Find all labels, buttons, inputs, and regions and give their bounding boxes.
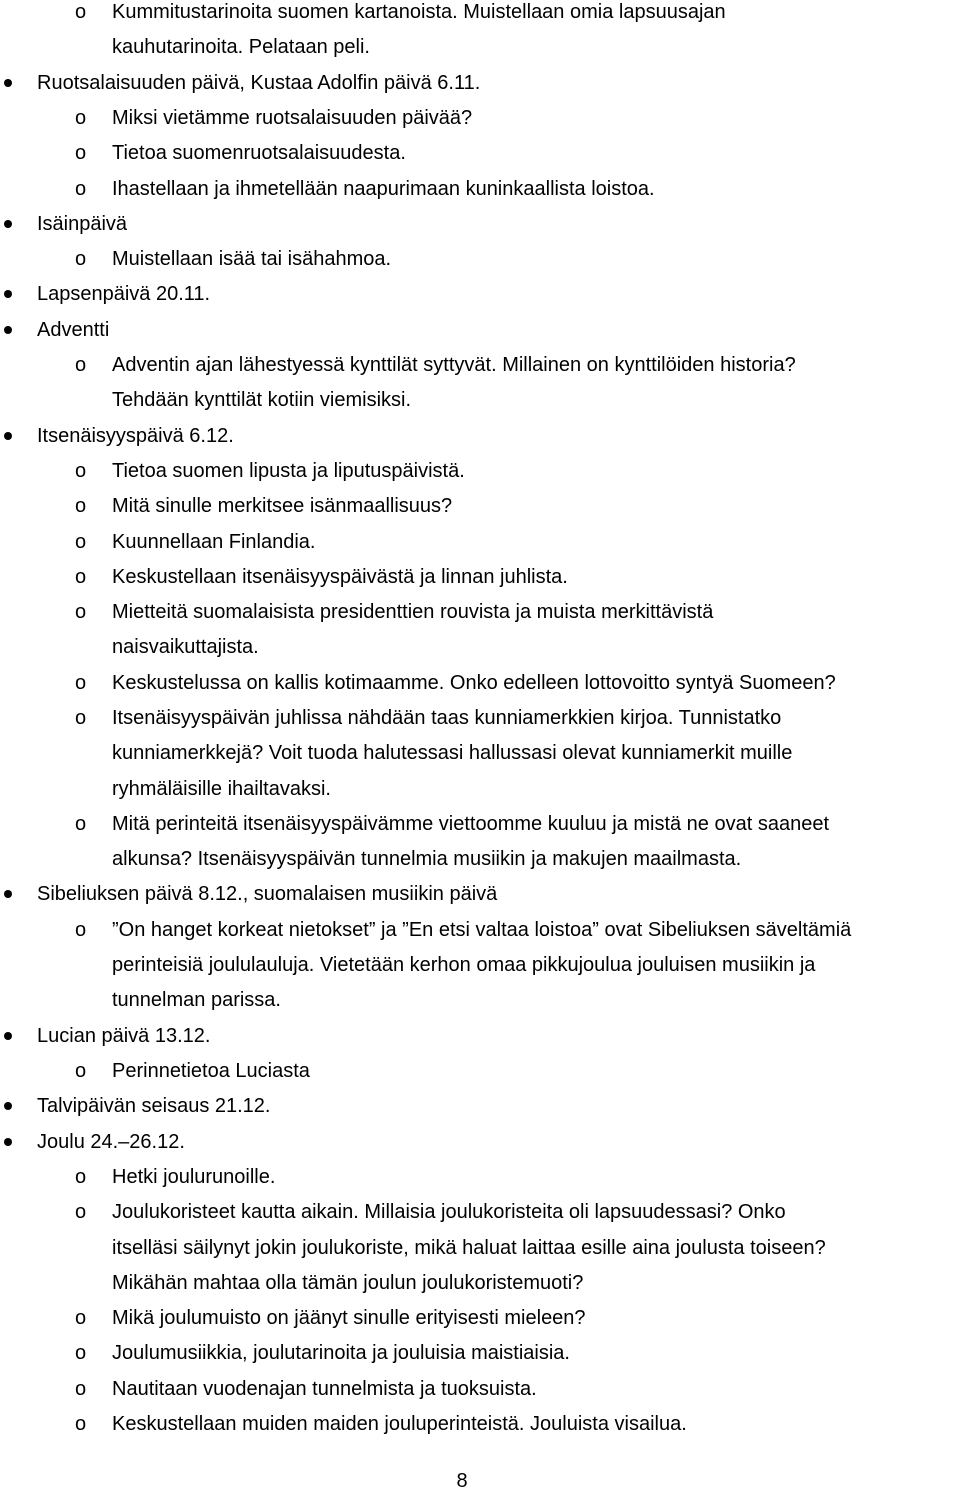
item-text: naisvaikuttajista.	[112, 636, 259, 658]
item-text: tunnelman parissa.	[112, 989, 281, 1011]
item-text: alkunsa? Itsenäisyyspäivän tunnelmia musiikin ja makujen maailmasta.	[112, 848, 742, 870]
item-text: Joulu 24.–26.12.	[37, 1131, 185, 1153]
circle-bullet-marker: o	[75, 248, 87, 270]
circle-bullet-marker: o	[75, 1413, 87, 1435]
item-text: Lucian päivä 13.12.	[37, 1025, 211, 1047]
sub-item	[0, 844, 960, 874]
sub-item	[0, 174, 960, 204]
sub-item	[0, 915, 960, 945]
circle-bullet-marker: o	[75, 107, 87, 129]
item-text: Keskustellaan itsenäisyyspäivästä ja linnan juhlista.	[112, 566, 568, 588]
circle-bullet-marker: o	[75, 178, 87, 200]
item-text: Adventin ajan lähestyessä kynttilät syttyvät. Millainen on kynttilöiden historia?	[112, 354, 796, 376]
item-text: Joulumusiikkia, joulutarinoita ja jouluisia maistiaisia.	[112, 1342, 570, 1364]
bullet-dot-icon	[4, 1032, 12, 1040]
bullet-item	[0, 879, 960, 909]
sub-item	[0, 562, 960, 592]
item-text: Adventti	[37, 319, 110, 341]
circle-bullet-marker: o	[75, 142, 87, 164]
item-text: Tietoa suomenruotsalaisuudesta.	[112, 142, 406, 164]
item-text: Itsenäisyyspäivä 6.12.	[37, 425, 234, 447]
sub-item	[0, 774, 960, 804]
page-number: 8	[456, 1470, 468, 1492]
sub-item	[0, 597, 960, 627]
sub-item	[0, 1056, 960, 1086]
item-text: Mitä sinulle merkitsee isänmaallisuus?	[112, 495, 453, 517]
item-text: Miksi vietämme ruotsalaisuuden päivää?	[112, 107, 473, 129]
sub-item	[0, 985, 960, 1015]
bullet-item	[0, 315, 960, 345]
item-text: Joulukoristeet kautta aikain. Millaisia joulukoristeita oli lapsuudessasi? Onko	[112, 1201, 786, 1223]
circle-bullet-marker: o	[75, 1060, 87, 1082]
sub-item	[0, 138, 960, 168]
bullet-item	[0, 421, 960, 451]
sub-item	[0, 738, 960, 768]
item-text: Ihastellaan ja ihmetellään naapurimaan kuninkaallista loistoa.	[112, 178, 655, 200]
sub-item	[0, 350, 960, 380]
item-text: Nautitaan vuodenajan tunnelmista ja tuoksuista.	[112, 1378, 537, 1400]
circle-bullet-marker: o	[75, 460, 87, 482]
sub-item	[0, 950, 960, 980]
circle-bullet-marker: o	[75, 1342, 87, 1364]
bullet-dot-icon	[4, 432, 12, 440]
item-text: Hetki joulurunoille.	[112, 1166, 276, 1188]
bullet-item	[0, 1127, 960, 1157]
sub-item	[0, 1197, 960, 1227]
item-text: Kummitustarinoita suomen kartanoista. Muistellaan omia lapsuusajan	[112, 1, 726, 23]
sub-item	[0, 103, 960, 133]
sub-item	[0, 668, 960, 698]
item-text: Keskustelussa on kallis kotimaamme. Onko edelleen lottovoitto syntyä Suomeen?	[112, 672, 836, 694]
sub-item	[0, 32, 960, 62]
sub-item	[0, 1268, 960, 1298]
circle-bullet-marker: o	[75, 707, 87, 729]
item-text: Lapsenpäivä 20.11.	[37, 283, 211, 305]
item-text: itselläsi säilynyt jokin joulukoriste, mikä haluat laittaa esille aina joulusta toiseen?	[112, 1237, 826, 1259]
bullet-item	[0, 1091, 960, 1121]
sub-item	[0, 0, 960, 27]
item-text: Sibeliuksen päivä 8.12., suomalaisen musiikin päivä	[37, 883, 498, 905]
item-text: Kuunnellaan Finlandia.	[112, 531, 316, 553]
sub-item	[0, 703, 960, 733]
circle-bullet-marker: o	[75, 813, 87, 835]
sub-item	[0, 491, 960, 521]
bullet-dot-icon	[4, 326, 12, 334]
item-text: kauhutarinoita. Pelataan peli.	[112, 36, 370, 58]
circle-bullet-marker: o	[75, 1, 87, 23]
bullet-dot-icon	[4, 290, 12, 298]
item-text: Tehdään kynttilät kotiin viemisiksi.	[112, 389, 412, 411]
circle-bullet-marker: o	[75, 531, 87, 553]
bullet-dot-icon	[4, 1138, 12, 1146]
bullet-item	[0, 1021, 960, 1051]
item-text: ”On hanget korkeat nietokset” ja ”En etsi valtaa loistoa” ovat Sibeliuksen säveltämiä	[112, 919, 852, 941]
bullet-dot-icon	[4, 890, 12, 898]
sub-item	[0, 1162, 960, 1192]
circle-bullet-marker: o	[75, 919, 87, 941]
sub-item	[0, 809, 960, 839]
item-text: Itsenäisyyspäivän juhlissa nähdään taas kunniamerkkien kirjoa. Tunnistatko	[112, 707, 782, 729]
sub-item	[0, 632, 960, 662]
item-text: Mietteitä suomalaisista presidenttien rouvista ja muista merkittävistä	[112, 601, 714, 623]
item-text: Isäinpäivä	[37, 213, 128, 235]
sub-item	[0, 527, 960, 557]
bullet-dot-icon	[4, 220, 12, 228]
item-text: Talvipäivän seisaus 21.12.	[37, 1095, 271, 1117]
sub-item	[0, 1409, 960, 1439]
sub-item	[0, 1233, 960, 1263]
circle-bullet-marker: o	[75, 566, 87, 588]
bullet-dot-icon	[4, 1102, 12, 1110]
circle-bullet-marker: o	[75, 495, 87, 517]
item-text: Tietoa suomen lipusta ja liputuspäivistä.	[112, 460, 465, 482]
item-text: ryhmäläisille ihailtavaksi.	[112, 778, 331, 800]
sub-item	[0, 1338, 960, 1368]
item-text: Keskustellaan muiden maiden jouluperinteistä. Jouluista visailua.	[112, 1413, 687, 1435]
item-text: Perinnetietoa Luciasta	[112, 1060, 310, 1082]
circle-bullet-marker: o	[75, 1201, 87, 1223]
item-text: Ruotsalaisuuden päivä, Kustaa Adolfin päivä 6.11.	[37, 72, 481, 94]
sub-item	[0, 1374, 960, 1404]
item-text: kunniamerkkejä? Voit tuoda halutessasi hallussasi olevat kunniamerkit muille	[112, 742, 793, 764]
circle-bullet-marker: o	[75, 601, 87, 623]
item-text: Mitä perinteitä itsenäisyyspäivämme viettoomme kuuluu ja mistä ne ovat saaneet	[112, 813, 830, 835]
item-text: Muistellaan isää tai isähahmoa.	[112, 248, 392, 270]
bullet-item	[0, 209, 960, 239]
circle-bullet-marker: o	[75, 354, 87, 376]
item-text: perinteisiä joululauluja. Vietetään kerhon omaa pikkujoulua jouluisen musiikin ja	[112, 954, 816, 976]
bullet-item	[0, 68, 960, 98]
bullet-item	[0, 279, 960, 309]
sub-item	[0, 456, 960, 486]
sub-item	[0, 244, 960, 274]
circle-bullet-marker: o	[75, 1378, 87, 1400]
item-text: Mikä joulumuisto on jäänyt sinulle erityisesti mieleen?	[112, 1307, 586, 1329]
circle-bullet-marker: o	[75, 672, 87, 694]
sub-item	[0, 385, 960, 415]
circle-bullet-marker: o	[75, 1166, 87, 1188]
sub-item	[0, 1303, 960, 1333]
item-text: Mikähän mahtaa olla tämän joulun joulukoristemuoti?	[112, 1272, 584, 1294]
bullet-dot-icon	[4, 79, 12, 87]
circle-bullet-marker: o	[75, 1307, 87, 1329]
